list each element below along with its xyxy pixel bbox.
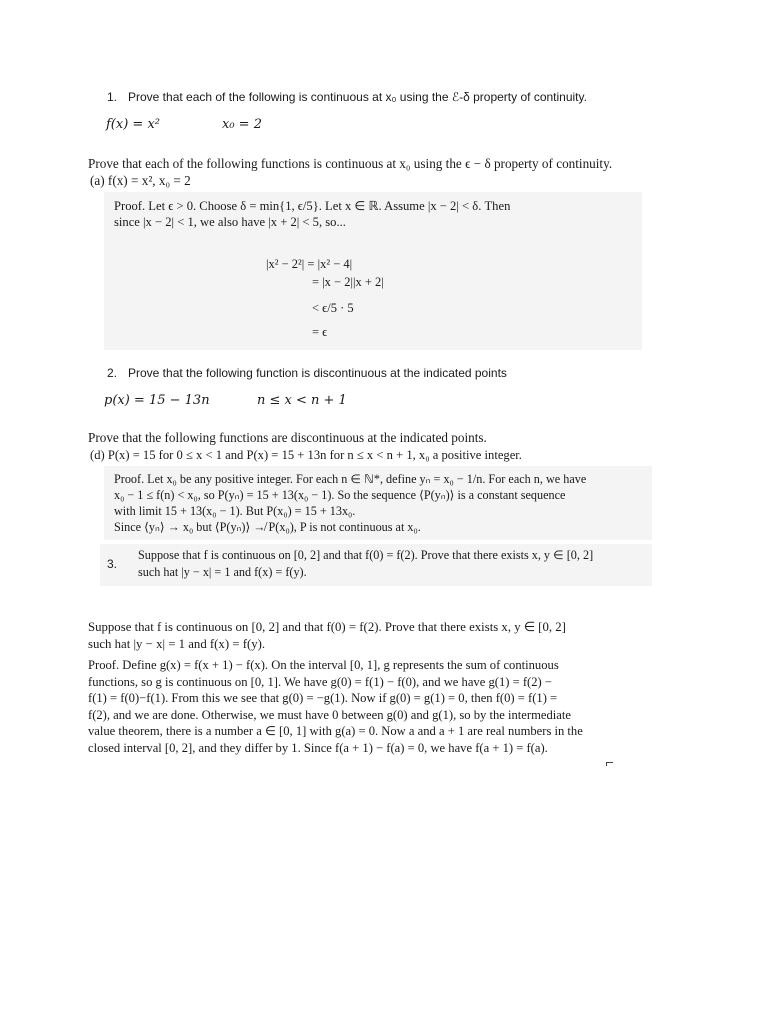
question-1-part-a: (a) f(x) = x², x₀ = 2 bbox=[90, 173, 191, 188]
question-2-proof-clip bbox=[104, 466, 652, 540]
equation-line-4: = ϵ bbox=[312, 325, 328, 339]
question-1-clip-intro: Prove that each of the following functions is continuous at x₀ using the ϵ − δ property of continuity. bbox=[88, 156, 613, 171]
equation-line-1: |x² − 2²| = |x² − 4| bbox=[266, 257, 353, 271]
question-2-proof-line-1: Proof. Let x₀ be any positive integer. For each n ∈ ℕ*, define yₙ = x₀ − 1/n. For each n, we have bbox=[114, 472, 587, 486]
question-3-proof-line-4: f(2), and we are done. Otherwise, we must have 0 between g(0) and g(1), so by the intermediate bbox=[88, 707, 571, 722]
question-3-proof-line-6: closed interval [0, 2], and they differ by 1. Since f(a + 1) − f(a) = 0, we have f(a + 1) = f(a). bbox=[88, 740, 548, 755]
question-3-proof-line-3: f(1) = f(0)−f(1). From this we see that g(0) = −g(1). Now if g(0) = g(1) = 0, then f(0) = f(1) = bbox=[88, 691, 558, 706]
question-2-proof-line-2: x₀ − 1 ≤ f(n) < x₀, so P(yₙ) = 15 + 13(x₀ − 1). So the sequence ⟨P(yₙ)⟩ is a constant sequence bbox=[114, 488, 566, 502]
question-1-proof-clip bbox=[104, 192, 642, 350]
question-3-proof bbox=[88, 657, 583, 757]
question-1-function: f(x) = x² bbox=[106, 117, 160, 132]
question-3-statement-line-2: such hat |y − x| = 1 and f(x) = f(y). bbox=[138, 565, 307, 579]
question-2-heading: Prove that the following function is discontinuous at the indicated points bbox=[128, 366, 507, 380]
question-3-statement-line-1: Suppose that f is continuous on [0, 2] and that f(0) = f(2). Prove that there exists x, y ∈ [0, 2] bbox=[138, 548, 594, 562]
question-1-proof-line-1: Proof. Let ϵ > 0. Choose δ = min{1, ϵ/5}. Let x ∈ ℝ. Assume |x − 2| < δ. Then bbox=[114, 199, 511, 213]
question-3-proof-line-2: functions, so g is continuous on [0, 1]. We have g(0) = f(1) − f(0), and we have g(1) = f(2) − bbox=[88, 674, 552, 689]
question-2-number: 2. bbox=[107, 366, 118, 380]
question-1-point: x₀ = 2 bbox=[222, 117, 262, 132]
question-2-clip-intro: Prove that the following functions are discontinuous at the indicated points. bbox=[88, 430, 487, 445]
question-3-proof-line-5: value theorem, there is a number a ∈ [0, 1] with g(a) = 0. Now a and a + 1 are real numbers in the bbox=[88, 724, 583, 739]
question-2-proof-line-3: with limit 15 + 13(x₀ − 1). But P(x₀) = 15 + 13x₀. bbox=[114, 504, 356, 518]
equation-line-3: < ϵ/5 · 5 bbox=[312, 301, 354, 315]
question-1-number: 1. bbox=[107, 90, 118, 104]
question-3-proof-line-1: Proof. Define g(x) = f(x + 1) − f(x). On the interval [0, 1], g represents the sum of continuous bbox=[88, 658, 559, 672]
question-2-function: p(x) = 15 − 13n bbox=[104, 393, 210, 408]
question-3-clip bbox=[100, 544, 652, 586]
question-2-part-d: (d) P(x) = 15 for 0 ≤ x < 1 and P(x) = 15 + 13n for n ≤ x < n + 1, x₀ a positive integer. bbox=[90, 448, 522, 462]
question-3-number: 3. bbox=[107, 557, 118, 571]
question-2-proof-line-4: Since ⟨yₙ⟩ → x₀ but ⟨P(yₙ)⟩ ↛ P(x₀), P is not continuous at x₀. bbox=[114, 520, 421, 534]
equation-line-2: = |x − 2||x + 2| bbox=[312, 275, 384, 289]
question-3-solution-line-2: such hat |y − x| = 1 and f(x) = f(y). bbox=[88, 637, 266, 651]
question-1-proof-line-2: since |x − 2| < 1, we also have |x + 2| < 5, so... bbox=[114, 215, 346, 229]
question-3-solution-line-1: Suppose that f is continuous on [0, 2] and that f(0) = f(2). Prove that there exists x, y ∈ [0, 2] bbox=[88, 620, 566, 634]
question-1-heading: Prove that each of the following is continuous at x₀ using the ℰ-δ property of continuity. bbox=[128, 90, 587, 104]
question-2-domain: n ≤ x < n + 1 bbox=[257, 393, 347, 408]
qed-mark bbox=[606, 762, 613, 766]
